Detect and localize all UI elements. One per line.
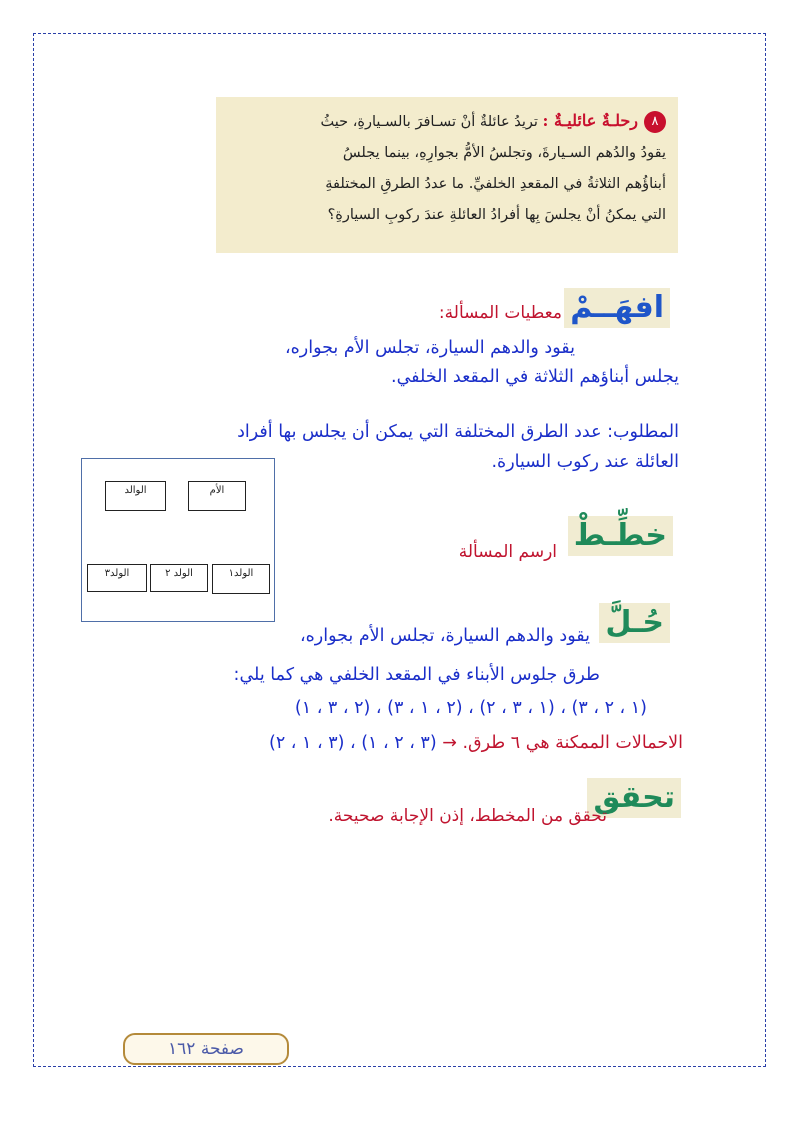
solve-result: الاحمالات الممكنة هي ٦ طرق.	[462, 733, 683, 753]
problem-title: رحلـةٌ عائليـةٌ :	[542, 111, 638, 130]
required-line-2: العائلة عند ركوب السيارة.	[491, 452, 679, 472]
check-text: تحقق من المخطط، إذن الإجابة صحيحة.	[328, 806, 607, 826]
seat-father: الوالد	[105, 481, 166, 511]
seat-child-1: الولد١	[212, 564, 270, 594]
problem-number-badge: ٨	[644, 111, 666, 133]
problem-text-4: التي يمكنُ أنْ يجلسَ بِها أفرادُ العائلةِ عندَ ركوبِ السيارةِ؟	[327, 207, 666, 223]
seating-diagram	[81, 458, 275, 622]
seat-child-2: الولد ٢	[150, 564, 208, 592]
required-line-1: المطلوب: عدد الطرق المختلفة التي يمكن أن يجلس بها أفراد	[237, 422, 679, 442]
solve-line-2: طرق جلوس الأبناء في المقعد الخلفي هي كما يلي:	[233, 665, 600, 685]
problem-line-1	[224, 105, 666, 138]
arrow-icon: →	[442, 733, 457, 753]
seat-child-3: الولد٣	[87, 564, 147, 592]
given-line-1: يقود والدهم السيارة، تجلس الأم بجواره،	[284, 338, 575, 358]
plan-label: خطِّـطْ	[568, 516, 673, 556]
page-number-badge: صفحة ١٦٢	[123, 1033, 289, 1065]
solve-line-3: (١ ، ٢ ، ٣) ، (١ ، ٣ ، ٢) ، (٢ ، ١ ، ٣) ، (٢ ، ٣ ، ١)	[294, 698, 647, 718]
given-line-2: يجلس أبناؤهم الثلاثة في المقعد الخلفي.	[391, 367, 679, 387]
understand-label: افهَــمْ	[564, 288, 670, 328]
plan-text: ارسم المسألة	[458, 542, 557, 562]
solve-line-4	[269, 733, 683, 753]
givens-title: معطيات المسألة:	[438, 303, 562, 323]
solve-line-4-tuples: (٣ ، ٢ ، ١) ، (٣ ، ١ ، ٢)	[268, 733, 437, 753]
solve-line-1: يقود والدهم السيارة، تجلس الأم بجواره،	[299, 626, 590, 646]
problem-text-1: تريدُ عائلةٌ أنْ تسـافرَ بالسـيارةِ، حيثُ	[320, 114, 538, 130]
seat-mother: الأم	[188, 481, 246, 511]
check-label: تحقق	[587, 778, 681, 818]
problem-text-3: أبناؤُهم الثلاثةُ في المقعدِ الخلفيِّ. ما عددُ الطرقِ المختلفةِ	[325, 176, 666, 192]
solve-label: حُـلَّ	[599, 603, 670, 643]
problem-box	[216, 97, 678, 253]
problem-text-2: يقودُ والدُهم السـيارةَ، وتجلسُ الأمُّ بجوارِهِ، بينما يجلسُ	[342, 145, 666, 161]
